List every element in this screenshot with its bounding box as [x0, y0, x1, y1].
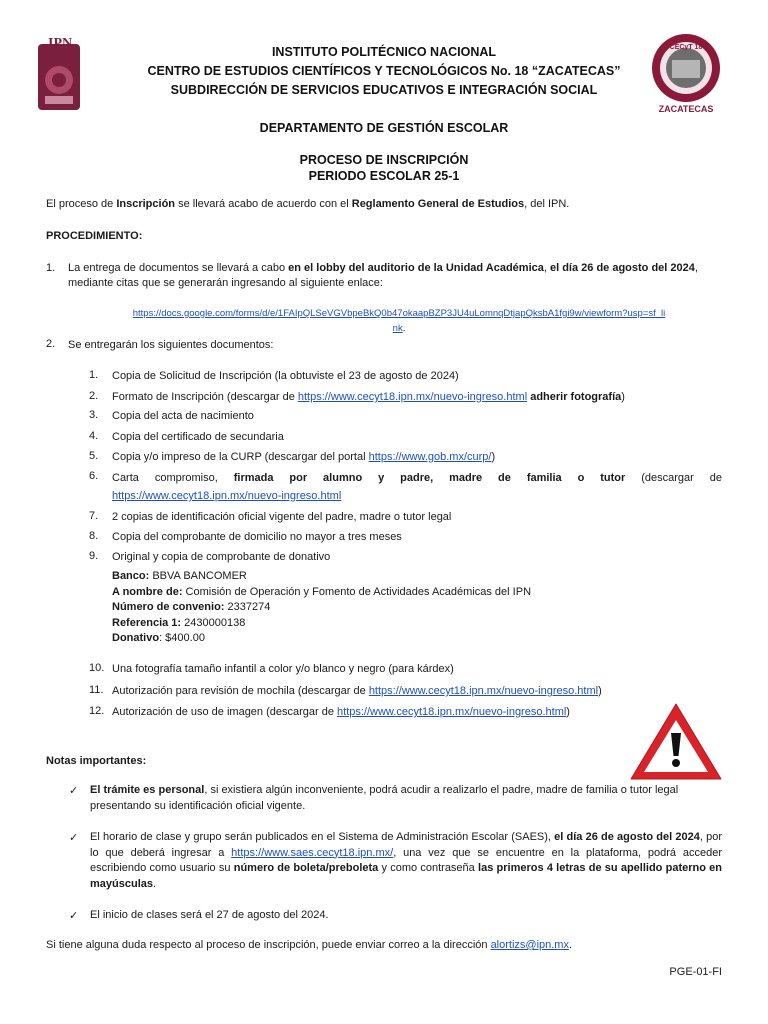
doc-2-number: 2.	[89, 390, 99, 402]
header-department: DEPARTAMENTO DE GESTIÓN ESCOLAR	[259, 121, 509, 135]
doc-10: Una fotografía tamaño infantil a color y/o blanco y negro (para kárdex)	[112, 663, 454, 675]
bank-reference-line: Referencia 1: 2430000138	[112, 616, 246, 629]
intro-paragraph: El proceso de Inscripción se llevará acabo de acuerdo con el Reglamento General de Estudios, del IPN.	[46, 198, 570, 210]
doc-9: Original y copia de comprobante de donativo	[112, 551, 331, 563]
saes-link[interactable]: https://www.saes.cecyt18.ipn.mx/	[231, 846, 394, 859]
header-period: PERIODO ESCOLAR 25-1	[308, 169, 460, 183]
step-2-text: Se entregarán los siguientes documentos:	[68, 339, 274, 351]
step-2-number: 2.	[46, 338, 56, 350]
note-3: El inicio de clases será el 27 de agosto del 2024.	[90, 909, 329, 921]
check-icon: ✓	[69, 832, 79, 844]
contact-email-link[interactable]: alortizs@ipn.mx	[490, 939, 569, 951]
ipn-logo-text: IPN	[48, 36, 73, 51]
notes-title: Notas importantes:	[46, 755, 147, 767]
doc-8: Copia del comprobante de domicilio no mayor a tres meses	[112, 531, 402, 543]
doc-10-number: 10.	[89, 662, 105, 674]
doc-11-number: 11.	[89, 684, 104, 696]
doc-9-number: 9.	[89, 550, 99, 562]
doc-12: Autorización de uso de imagen (descargar de https://www.cecyt18.ipn.mx/nuevo-ingreso.html)	[112, 706, 570, 718]
bank-name-line: Banco: BBVA BANCOMER	[112, 570, 247, 582]
doc-12-link[interactable]: https://www.cecyt18.ipn.mx/nuevo-ingreso.html	[337, 706, 567, 718]
appointment-form-link[interactable]: https://docs.google.com/forms/d/e/1FAIpQLSeVGVbpeBkQ0b47okaapBZP3JU4uLomnqDtjapQksbA1fgi9w/viewform?usp=sf_li nk.	[132, 308, 666, 334]
doc-8-number: 8.	[89, 530, 99, 542]
doc-1: Copia de Solicitud de Inscripción (la obtuviste el 23 de agosto de 2024)	[112, 370, 459, 382]
doc-2: Formato de Inscripción (descargar de https://www.cecyt18.ipn.mx/nuevo-ingreso.html adherir fotografía)	[112, 391, 625, 403]
procedure-title: PROCEDIMIENTO:	[46, 230, 143, 242]
doc-6-number: 6.	[89, 470, 99, 482]
doc-6: Carta compromiso, firmada por alumno y padre, madre de familia o tutor (descargar de	[112, 472, 722, 484]
doc-6-link[interactable]: https://www.cecyt18.ipn.mx/nuevo-ingreso.html	[112, 490, 342, 502]
doc-6-link-line[interactable]	[112, 488, 722, 504]
doc-5-number: 5.	[89, 450, 99, 462]
doc-2-link[interactable]: https://www.cecyt18.ipn.mx/nuevo-ingreso.html	[297, 391, 528, 403]
header-center: CENTRO DE ESTUDIOS CIENTÍFICOS Y TECNOLÓGICOS No. 18 “ZACATECAS”	[147, 64, 621, 78]
step-1-number: 1.	[46, 262, 56, 274]
header-process: PROCESO DE INSCRIPCIÓN	[299, 153, 469, 167]
check-icon: ✓	[69, 785, 79, 797]
header-institution: INSTITUTO POLITÉCNICO NACIONAL	[271, 45, 497, 59]
doc-7-number: 7.	[89, 510, 99, 522]
doc-3: Copia del acta de nacimiento	[112, 410, 254, 422]
bank-details	[112, 569, 531, 647]
bank-agreement-line: Número de convenio: 2337274	[112, 601, 271, 613]
doc-5: Copia y/o impreso de la CURP (descargar del portal https://www.gob.mx/curp/)	[112, 451, 496, 463]
cecyt-logo-caption: ZACATECAS	[658, 104, 714, 114]
doc-4-number: 4.	[89, 430, 99, 442]
bank-beneficiary-line: A nombre de: Comisión de Operación y Fomento de Actividades Académicas del IPN	[112, 585, 532, 598]
doc-11: Autorización para revisión de mochila (descargar de https://www.cecyt18.ipn.mx/nuevo-ingreso.html)	[112, 685, 602, 697]
warning-sign-icon	[628, 700, 724, 782]
note-1: El trámite es personal, si existiera algún inconveniente, podrá acudir a realizarlo el padre, madre de familia o tutor legal presentando su identificación oficial vigente.	[90, 784, 679, 812]
doc-1-number: 1.	[89, 369, 99, 381]
doc-3-number: 3.	[89, 409, 99, 421]
curp-link[interactable]: https://www.gob.mx/curp/	[368, 451, 492, 463]
doc-12-number: 12.	[89, 705, 105, 717]
check-icon: ✓	[69, 910, 79, 922]
step-1-text: La entrega de documentos se llevará a cabo en el lobby del auditorio de la Unidad Académica, el día 26 de agosto del 2024, mediante citas que se generarán ingresando al siguiente enlace:	[68, 262, 698, 289]
doc-11-link[interactable]: https://www.cecyt18.ipn.mx/nuevo-ingreso.html	[368, 685, 599, 697]
footer-code: PGE-01-FI	[669, 966, 722, 978]
cecyt-logo-label: CECyT 18	[669, 44, 703, 51]
doc-4: Copia del certificado de secundaria	[112, 431, 284, 443]
doc-7: 2 copias de identificación oficial vigente del padre, madre o tutor legal	[112, 511, 452, 523]
note-2: El horario de clase y grupo serán publicados en el Sistema de Administración Escolar (SAES), el día 26 de agosto del 2024, por lo que deberá ingresar a https://www.saes.cecyt18.ipn.mx/, una vez que se encuentre en la plataforma, podrá acceder escribiendo como usuario su número de boleta/preboleta y como contraseña las primeros 4 letras de su apellido paterno en mayúsculas.	[90, 831, 723, 890]
contact-line: Si tiene alguna duda respecto al proceso de inscripción, puede enviar correo a la dirección alortizs@ipn.mx.	[46, 939, 573, 951]
bank-donation-line: Donativo: $400.00	[112, 632, 205, 644]
header-subdirection: SUBDIRECCIÓN DE SERVICIOS EDUCATIVOS E INTEGRACIÓN SOCIAL	[170, 83, 598, 97]
